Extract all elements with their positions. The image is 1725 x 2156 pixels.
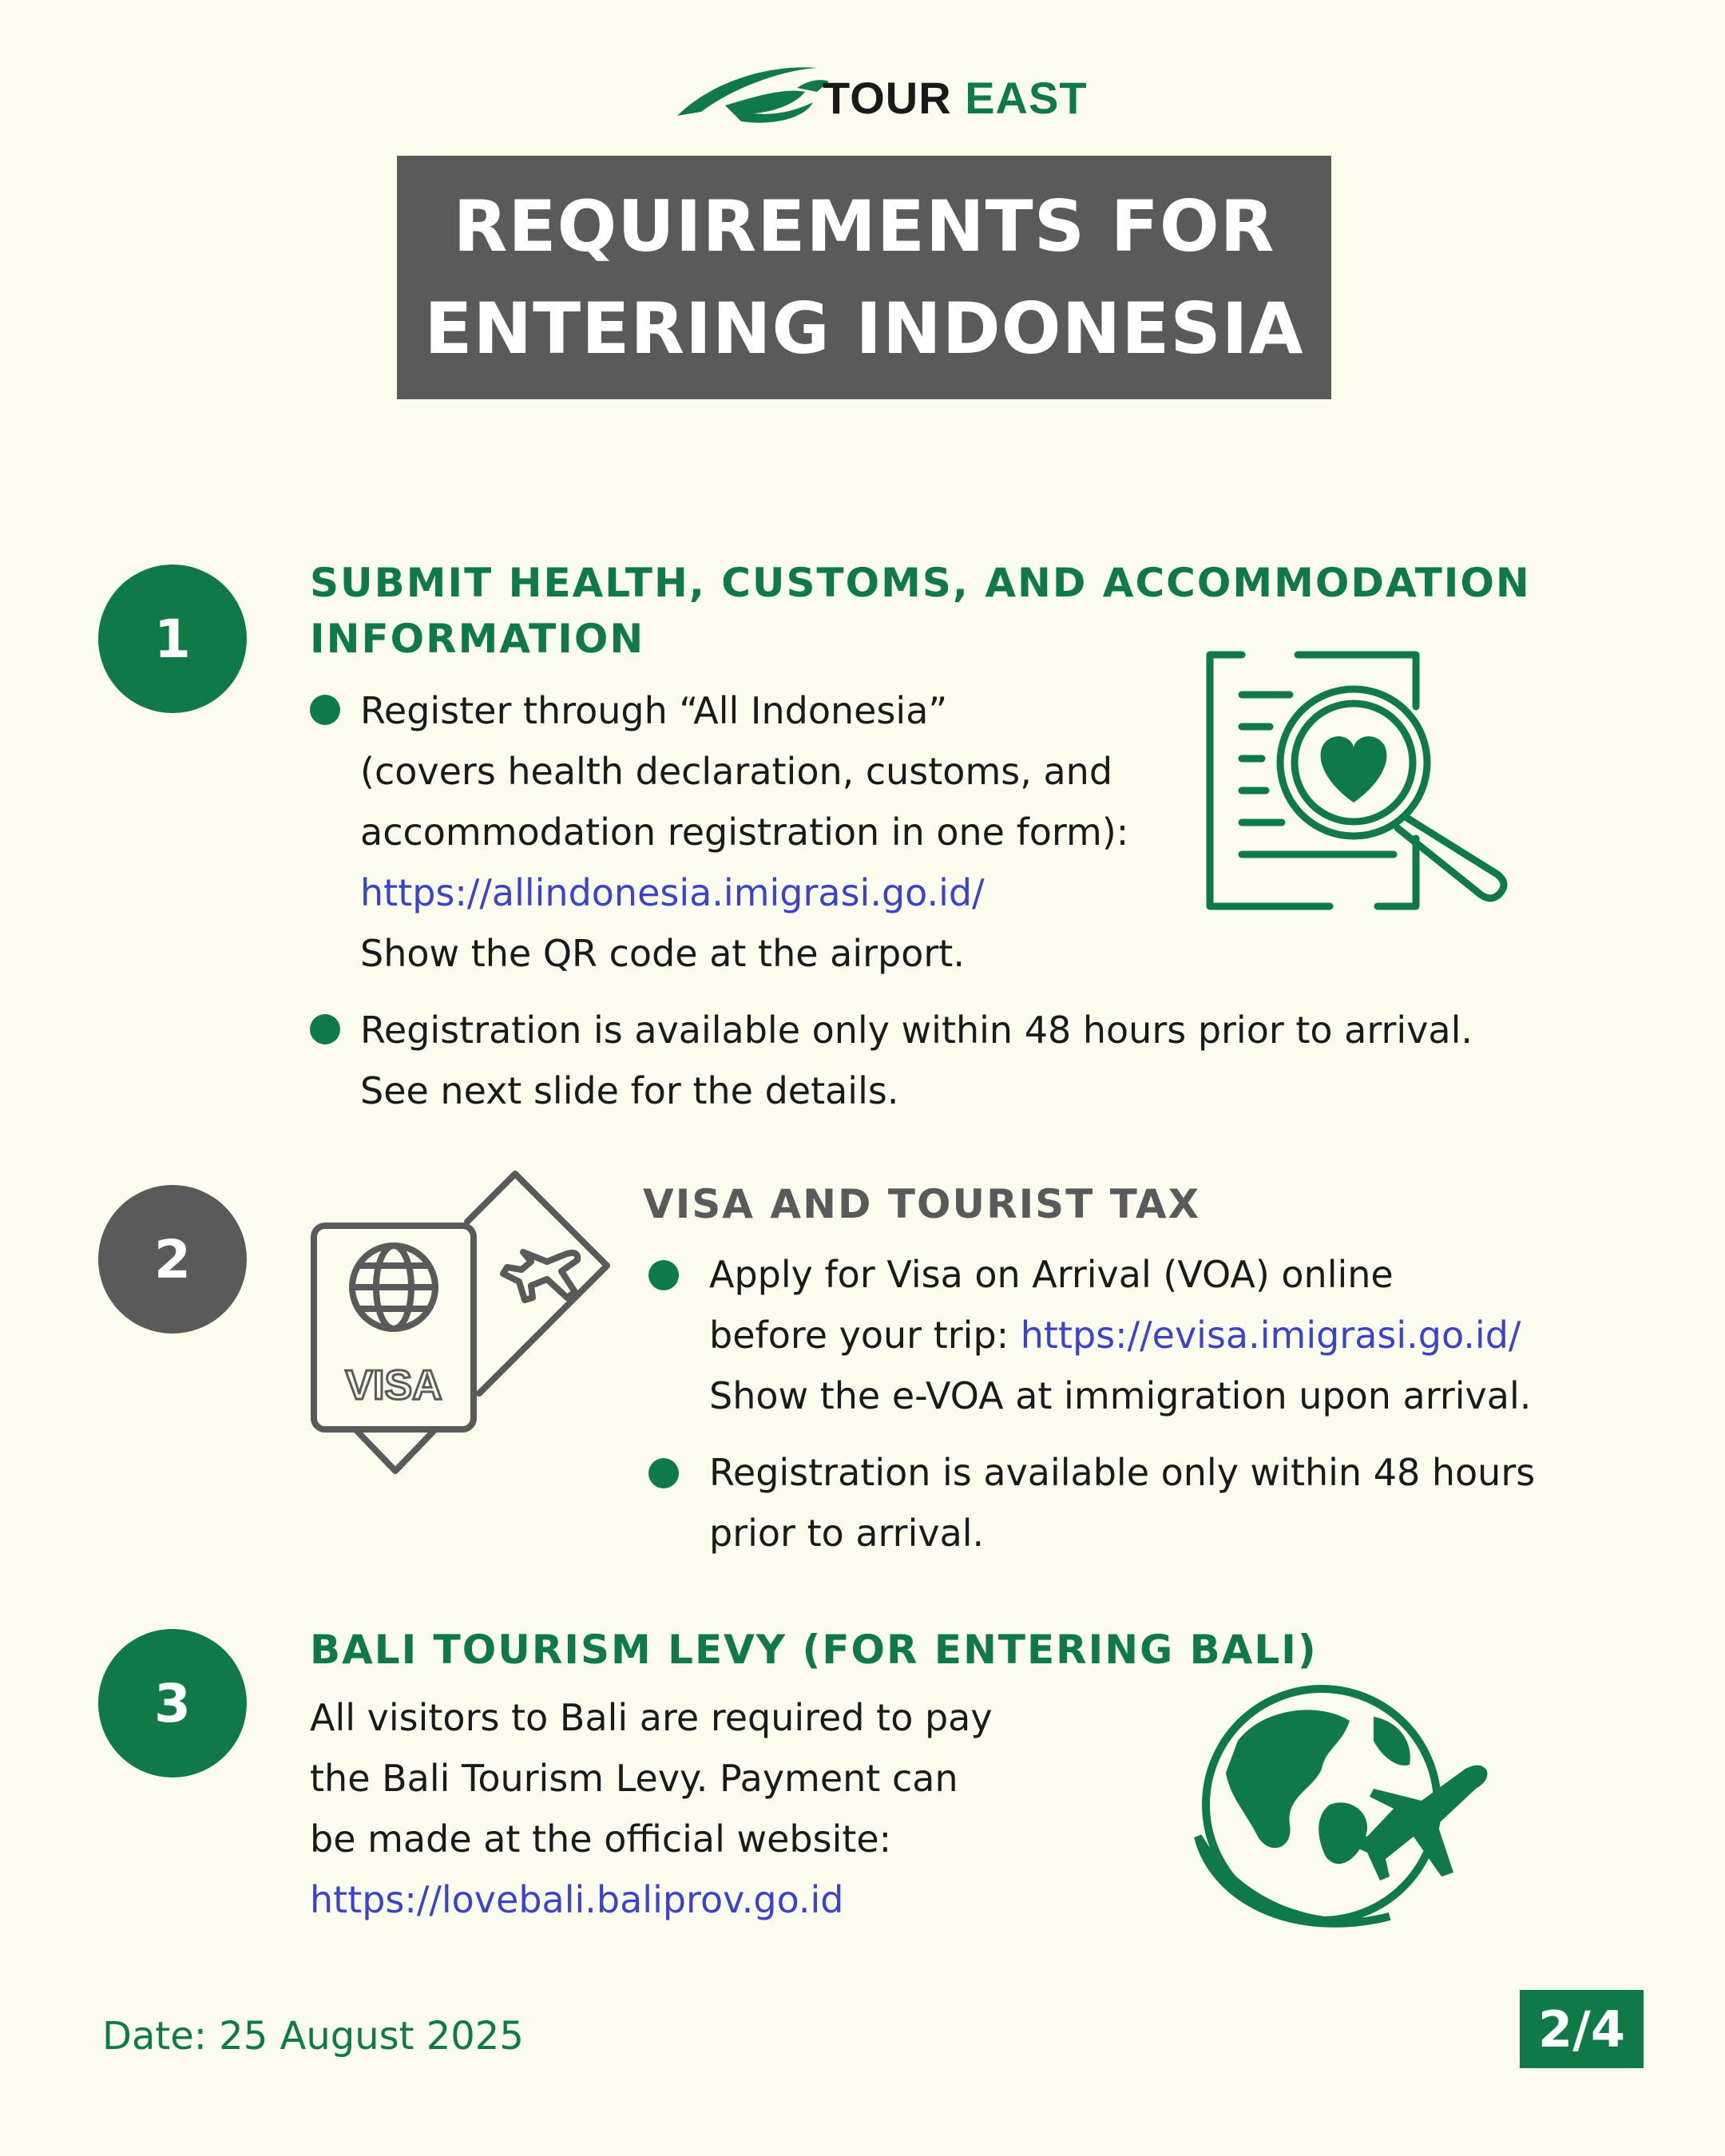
lovebali-link[interactable]: https://lovebali.baliprov.go.id — [310, 1878, 844, 1921]
text-line — [709, 1305, 1604, 1365]
section-1-bullet-1 — [360, 680, 1159, 984]
title-line-1: REQUIREMENTS FOR — [453, 184, 1275, 268]
step-number-3: 3 — [98, 1629, 247, 1778]
all-indonesia-link[interactable]: https://allindonesia.imigrasi.go.id/ — [360, 871, 985, 914]
text-line: be made at the official website: — [310, 1817, 892, 1861]
page-title — [424, 176, 1303, 380]
section-1-bullet-2 — [360, 1000, 1558, 1121]
bullet-dot — [310, 1014, 340, 1044]
text-line: Registration is available only within 48 hours — [709, 1451, 1536, 1494]
page-indicator: 2/4 — [1520, 1990, 1644, 2068]
globe-airplane-icon — [1182, 1677, 1493, 1956]
step-number-2: 2 — [98, 1185, 247, 1334]
section-1-title: SUBMIT HEALTH, CUSTOMS, AND ACCOMMODATION INFORMATION — [310, 560, 1531, 662]
bullet-dot — [648, 1260, 679, 1290]
evisa-link[interactable]: https://evisa.imigrasi.go.id/ — [1020, 1314, 1521, 1357]
brand-wordmark — [823, 72, 1088, 124]
text-line: Apply for Visa on Arrival (VOA) online — [709, 1253, 1394, 1296]
passport-visa-ticket-icon — [307, 1166, 611, 1485]
bullet-dot — [648, 1458, 679, 1488]
visa-icon-label: VISA — [345, 1362, 442, 1409]
bullet-dot — [310, 695, 340, 725]
step-number-1: 1 — [98, 565, 247, 713]
document-search-heart-icon — [1202, 651, 1529, 914]
section-3-title: BALI TOURISM LEVY (FOR ENTERING BALI) — [310, 1627, 1318, 1673]
text-line: the Bali Tourism Levy. Payment can — [310, 1757, 958, 1800]
section-2-title: VISA AND TOURIST TAX — [643, 1181, 1201, 1227]
section-3-body — [310, 1687, 1108, 1930]
text-line: Register through “All Indonesia” — [360, 689, 948, 732]
text-line: prior to arrival. — [709, 1512, 985, 1555]
text-span: before your trip: — [709, 1314, 1021, 1357]
brand-tour: TOUR — [823, 73, 952, 123]
section-2-bullet-2 — [709, 1442, 1604, 1563]
text-line: accommodation registration in one form): — [360, 810, 1129, 854]
text-line: Registration is available only within 48 hours prior to arrival. — [360, 1009, 1473, 1052]
section-2-bullet-1 — [709, 1244, 1604, 1426]
text-line: All visitors to Bali are required to pay — [310, 1696, 993, 1739]
title-banner — [397, 156, 1331, 399]
text-line: See next slide for the details. — [360, 1069, 899, 1112]
text-line: Show the e-VOA at immigration upon arrival. — [709, 1374, 1532, 1417]
date-label: Date: 25 August 2025 — [102, 2014, 524, 2059]
title-line-2: ENTERING INDONESIA — [424, 287, 1304, 370]
text-line: Show the QR code at the airport. — [360, 932, 965, 975]
brand-east: EAST — [965, 73, 1088, 123]
text-line: (covers health declaration, customs, and — [360, 750, 1113, 793]
